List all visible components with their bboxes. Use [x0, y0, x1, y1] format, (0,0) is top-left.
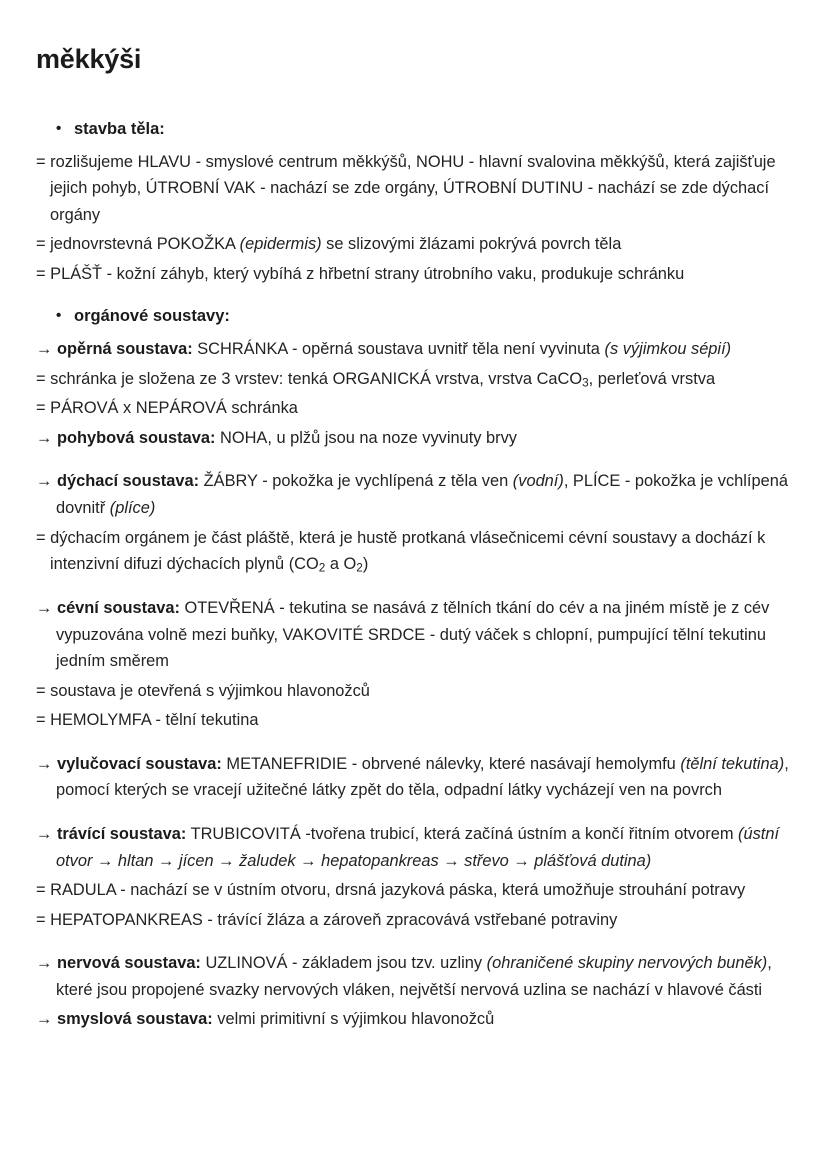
equals-item — [36, 907, 790, 934]
text-run: se slizovými žlázami pokrývá povrch těla — [321, 235, 622, 254]
equals-icon: = — [36, 681, 51, 700]
page-title: měkkýši — [36, 44, 142, 74]
text-run: , pomocí kterých se vracejí užitečné látky zpět do těla, odpadní látky vycházejí ven na povrch — [56, 754, 789, 800]
term-label: smyslová soustava: — [56, 1010, 213, 1029]
note-section — [36, 304, 790, 451]
subscript-text: 2 — [356, 560, 363, 575]
equals-icon: = — [36, 235, 51, 254]
text-run: ŽÁBRY - pokožka je vychlípená z těla ven — [199, 472, 513, 491]
equals-item — [36, 707, 790, 734]
italic-text: (ústní otvor → hltan → jícen → žaludek → hepatopankreas → střevo → plášťová dutina) — [56, 824, 780, 870]
section-heading-label: stavba těla: — [74, 120, 165, 138]
equals-item — [36, 678, 790, 705]
equals-item — [36, 149, 790, 229]
italic-text: (ohraničené skupiny nervových buněk) — [486, 954, 768, 973]
note-section — [36, 468, 790, 577]
text-run: , perleťová vrstva — [588, 369, 716, 388]
term-label: pohybová soustava: — [56, 428, 216, 447]
note-section — [36, 821, 790, 933]
text-run: , které jsou propojené svazky nervových vláken, největší nervová uzlina se nachází v hlavové části — [56, 954, 772, 999]
note-section — [36, 117, 790, 287]
equals-item — [36, 395, 790, 422]
arrow-right-icon: → — [36, 428, 57, 447]
subscript-text: 2 — [318, 560, 326, 575]
text-run: ) — [362, 555, 369, 574]
text-run: soustava je otevřená s výjimkou hlavonožců — [50, 681, 370, 700]
italic-text: (s výjimkou sépií) — [604, 340, 732, 359]
arrow-item — [36, 950, 790, 1003]
arrow-item — [36, 821, 790, 874]
note-section — [36, 950, 790, 1033]
text-run: NOHA, u plžů jsou na noze vyvinuty brvy — [215, 428, 517, 447]
equals-icon: = — [36, 152, 51, 171]
text-run: , PLÍCE - pokožka je vchlípená dovnitř — [56, 472, 788, 518]
equals-item — [36, 366, 790, 393]
section-heading — [36, 117, 790, 143]
text-run: jednovrstevná POKOŽKA — [50, 235, 240, 254]
note-section — [36, 751, 790, 804]
equals-item — [36, 877, 790, 904]
arrow-item — [36, 1006, 790, 1033]
equals-icon: = — [36, 881, 51, 900]
text-run: RADULA - nachází se v ústním otvoru, drsná jazyková páska, která umožňuje strouhání potravy — [50, 881, 746, 900]
arrow-right-icon: → — [36, 824, 57, 843]
italic-text: (tělní tekutina) — [680, 754, 785, 773]
arrow-item — [36, 468, 790, 521]
text-run: UZLINOVÁ - základem jsou tzv. uzliny — [200, 954, 487, 973]
arrow-item — [36, 425, 790, 452]
arrow-item — [36, 751, 790, 804]
italic-text: (epidermis) — [239, 235, 322, 254]
text-run: TRUBICOVITÁ -tvořena trubicí, která začíná ústním a končí řitním otvorem — [186, 824, 739, 843]
arrow-item — [36, 595, 790, 675]
note-section — [36, 595, 790, 734]
italic-text: (plíce) — [109, 499, 156, 518]
arrow-item — [36, 336, 790, 363]
term-label: vylučovací soustava: — [56, 754, 222, 773]
section-heading — [36, 304, 790, 330]
arrow-right-icon: → — [36, 1010, 57, 1029]
equals-icon: = — [36, 369, 51, 388]
arrow-right-icon: → — [36, 954, 57, 973]
equals-icon: = — [36, 399, 51, 418]
term-label: nervová soustava: — [56, 954, 201, 973]
text-run: dýchacím orgánem je část pláště, která je hustě protkaná vlásečnicemi cévní soustavy a dochází k intenzivní difuzi dýchacích plynů (CO — [50, 528, 766, 574]
equals-icon: = — [36, 264, 51, 283]
text-run: a O — [325, 555, 357, 574]
text-run: METANEFRIDIE - obrvené nálevky, které nasávají hemolymfu — [221, 754, 681, 773]
term-label: cévní soustava: — [56, 598, 180, 617]
text-run: SCHRÁNKA - opěrná soustava uvnitř těla není vyvinuta — [192, 340, 605, 359]
bullet-icon: • — [56, 307, 62, 325]
text-run: PÁROVÁ x NEPÁROVÁ schránka — [50, 399, 298, 418]
equals-item — [36, 231, 790, 258]
term-label: trávící soustava: — [56, 824, 187, 843]
text-run: rozlišujeme HLAVU - smyslové centrum měkkýšů, NOHU - hlavní svalovina měkkýšů, která zajišťuje jejich pohyb, ÚTROBNÍ VAK - nachází se zde orgány, ÚTROBNÍ DUTINU - nachází se zde dýchací orgány — [50, 152, 776, 224]
text-run: OTEVŘENÁ - tekutina se nasává z tělních tkání do cév a na jiném místě je z cév vypuzována volně mezi buňky, VAKOVITÉ SRDCE - dutý váček s chlopní, pumpující tělní tekutinu jedním směrem — [56, 598, 770, 671]
italic-text: (vodní) — [512, 472, 564, 491]
section-heading-label: orgánové soustavy: — [74, 307, 230, 326]
term-label: dýchací soustava: — [56, 472, 200, 491]
equals-item — [36, 525, 790, 578]
text-run: HEPATOPANKREAS - trávící žláza a zároveň zpracovává vstřebané potraviny — [50, 910, 618, 929]
equals-icon: = — [36, 910, 51, 929]
term-label: opěrná soustava: — [56, 340, 193, 359]
arrow-right-icon: → — [36, 754, 57, 773]
equals-icon: = — [36, 711, 51, 730]
arrow-right-icon: → — [36, 598, 57, 617]
text-run: PLÁŠŤ - kožní záhyb, který vybíhá z hřbetní strany útrobního vaku, produkuje schránku — [50, 264, 685, 283]
text-run: HEMOLYMFA - tělní tekutina — [50, 711, 259, 730]
text-run: schránka je složena ze 3 vrstev: tenká ORGANICKÁ vrstva, vrstva CaCO — [50, 369, 583, 388]
equals-item — [36, 261, 790, 288]
equals-icon: = — [36, 528, 51, 547]
bullet-icon: • — [56, 120, 62, 137]
arrow-right-icon: → — [36, 472, 57, 491]
arrow-right-icon: → — [36, 340, 57, 359]
text-run: velmi primitivní s výjimkou hlavonožců — [212, 1010, 495, 1029]
document-body — [36, 117, 790, 1033]
subscript-text: 3 — [582, 375, 589, 390]
